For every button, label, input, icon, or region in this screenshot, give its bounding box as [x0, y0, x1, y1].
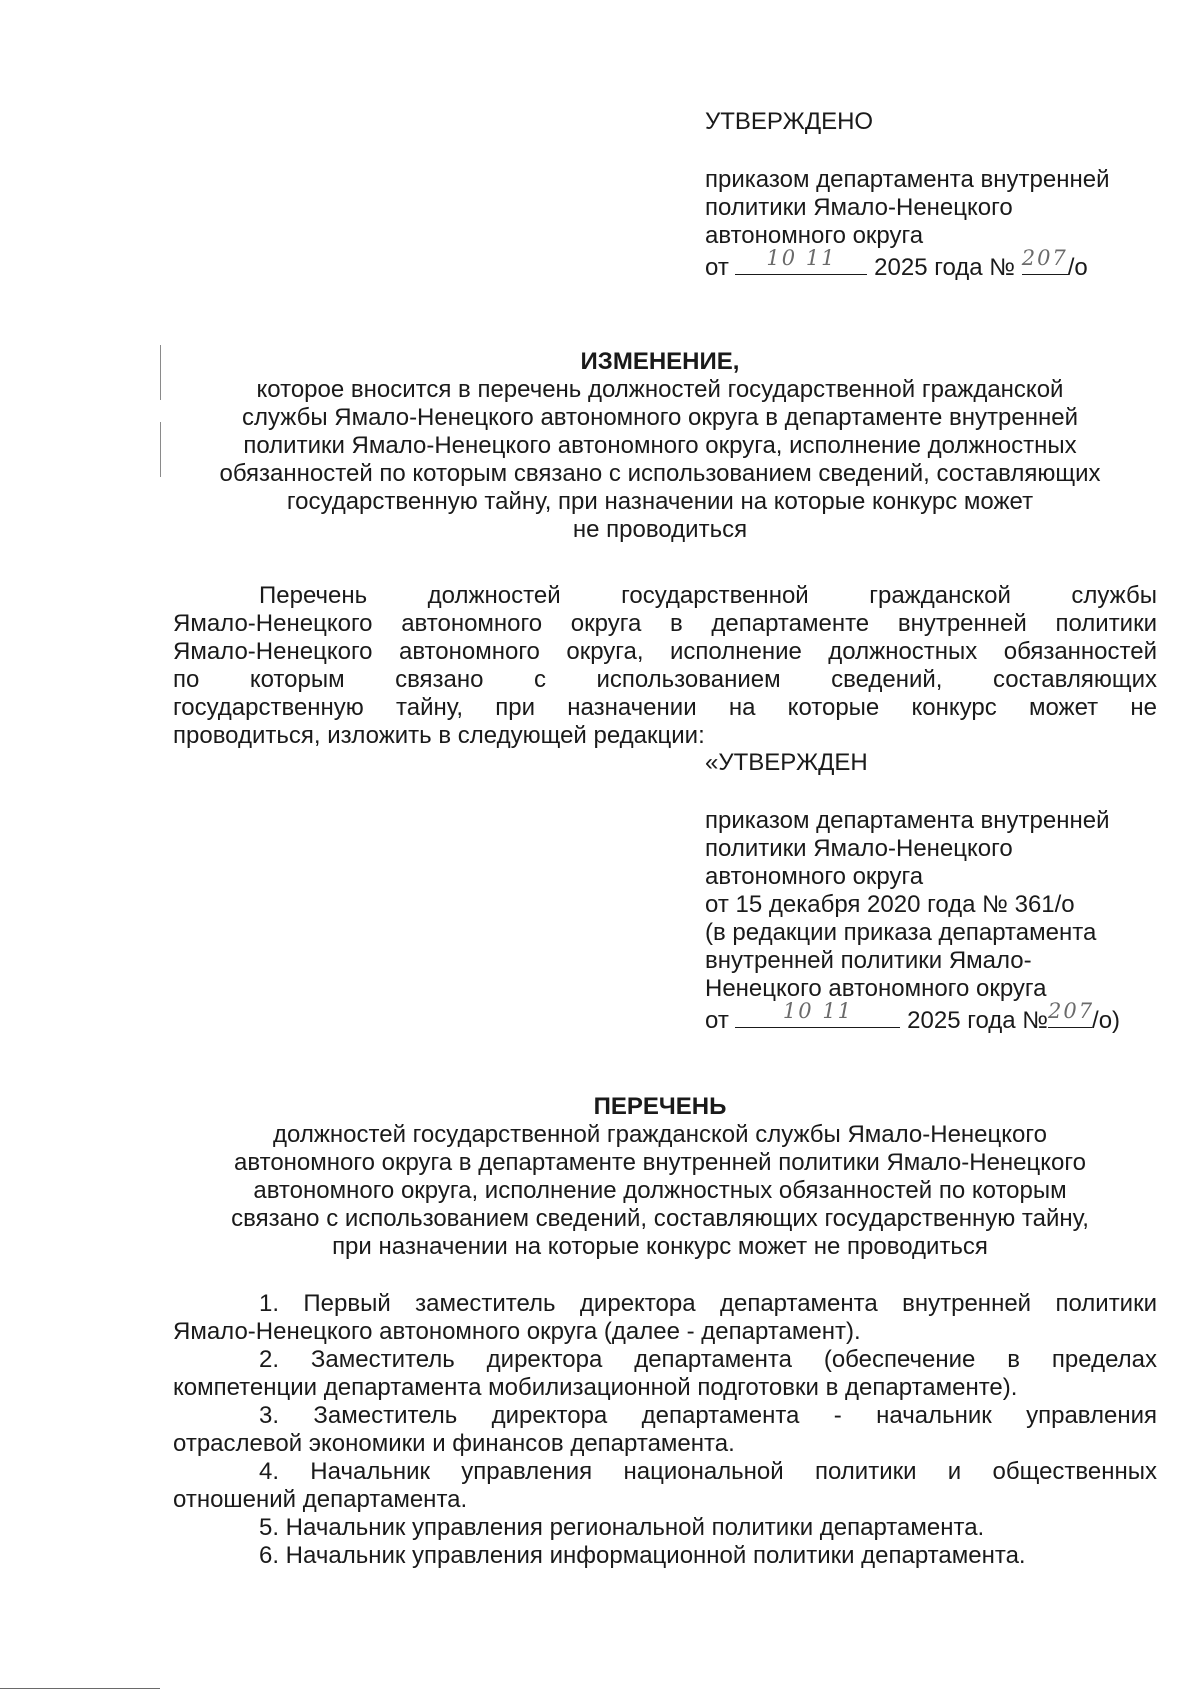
change-line: не проводиться [572, 516, 748, 543]
list-title: ПЕРЕЧЕНЬ [593, 1093, 727, 1120]
paragraph-line: по которым связано с использованием сведений, составляющих [173, 666, 1157, 693]
list-item-line: отношений департамента. [173, 1486, 468, 1513]
change-line: которое вносится в перечень должностей государственной гражданской [256, 376, 1064, 403]
approval-line: автономного округа [705, 222, 924, 249]
list-item-line: 6. Начальник управления информационной политики департамента. [259, 1542, 1026, 1569]
approval-line: автономного округа [705, 863, 924, 890]
date-year: 2025 года № [874, 254, 1016, 281]
handwritten-number: 207 [1021, 246, 1068, 270]
list-item-line: 1. Первый заместитель директора департамента внутренней политики [259, 1290, 1157, 1317]
date-blank [735, 246, 867, 275]
handwritten-date: 10 11 [782, 999, 854, 1023]
list-item-line: 2. Заместитель директора департамента (обеспечение в пределах [259, 1346, 1157, 1373]
date-blank [735, 999, 900, 1028]
change-title: ИЗМЕНЕНИЕ, [580, 348, 740, 375]
approval-heading: «УТВЕРЖДЕН [705, 749, 868, 776]
number-suffix: /о) [1092, 1007, 1121, 1034]
list-item [173, 1458, 1157, 1514]
list-item-line: отраслевой экономики и финансов департамента. [173, 1430, 735, 1457]
list-item-line: 4. Начальник управления национальной политики и общественных [259, 1458, 1157, 1485]
positions-list [173, 1290, 1157, 1570]
approval-block-top [705, 108, 1165, 282]
list-item-line: компетенции департамента мобилизационной подготовки в департаменте). [173, 1374, 1018, 1401]
date-year: 2025 года № [907, 1007, 1049, 1034]
list-item [173, 1346, 1157, 1402]
paragraph-line: Перечень должностей государственной гражданской службы [259, 582, 1157, 609]
approval-line: политики Ямало-Ненецкого [705, 835, 1013, 862]
approval-line: внутренней политики Ямало- [705, 947, 1032, 974]
change-line: государственную тайну, при назначении на которые конкурс может [286, 488, 1034, 515]
change-section [160, 348, 1160, 544]
list-subtitle-line: связано с использованием сведений, составляющих государственную тайну, [231, 1205, 1089, 1232]
footnote-separator [0, 1688, 160, 1689]
approval-line: приказом департамента внутренней [705, 807, 1110, 834]
paragraph-line: Ямало-Ненецкого автономного округа в департаменте внутренней политики [173, 610, 1157, 637]
paragraph-line: государственную тайну, при назначении на которые конкурс может не [173, 694, 1157, 721]
list-section [160, 1093, 1160, 1261]
approval-line: Ненецкого автономного округа [705, 975, 1047, 1002]
approval-heading: УТВЕРЖДЕНО [705, 108, 874, 135]
number-blank [1021, 246, 1068, 275]
list-item [173, 1542, 1157, 1570]
list-item [173, 1514, 1157, 1542]
change-line: обязанностей по которым связано с использованием сведений, составляющих [219, 460, 1101, 487]
handwritten-number: 207 [1048, 999, 1095, 1023]
number-suffix: /о [1067, 254, 1088, 281]
approval-line: приказом департамента внутренней [705, 166, 1110, 193]
approval-date-line [705, 246, 1165, 282]
approval-line: от 15 декабря 2020 года № 361/о [705, 891, 1075, 918]
paragraph-line: проводиться, изложить в следующей редакции: [173, 722, 705, 749]
body-paragraph [173, 582, 1157, 750]
handwritten-date: 10 11 [766, 246, 837, 270]
list-subtitle-line: при назначении на которые конкурс может не проводиться [332, 1233, 988, 1260]
list-item-line: Ямало-Ненецкого автономного округа (далее - департамент). [173, 1318, 861, 1345]
date-prefix: от [705, 1007, 729, 1034]
list-item-line: 3. Заместитель директора департамента - начальник управления [259, 1402, 1157, 1429]
approval-line: политики Ямало-Ненецкого [705, 194, 1013, 221]
list-item-line: 5. Начальник управления региональной политики департамента. [259, 1514, 985, 1541]
change-line: политики Ямало-Ненецкого автономного округа, исполнение должностных [243, 432, 1077, 459]
approval-line: (в редакции приказа департамента [705, 919, 1097, 946]
number-blank [1048, 999, 1095, 1028]
list-subtitle-line: автономного округа, исполнение должностных обязанностей по которым [253, 1177, 1067, 1204]
list-item [173, 1290, 1157, 1346]
list-item [173, 1402, 1157, 1458]
change-line: службы Ямало-Ненецкого автономного округа в департаменте внутренней [242, 404, 1078, 431]
date-prefix: от [705, 254, 729, 281]
approval-date-line [705, 999, 1165, 1035]
paragraph-line: Ямало-Ненецкого автономного округа, исполнение должностных обязанностей [173, 638, 1157, 665]
list-subtitle-line: автономного округа в департаменте внутренней политики Ямало-Ненецкого [234, 1149, 1086, 1176]
list-subtitle-line: должностей государственной гражданской службы Ямало-Ненецкого [273, 1121, 1047, 1148]
approval-block-quoted [705, 749, 1165, 1035]
